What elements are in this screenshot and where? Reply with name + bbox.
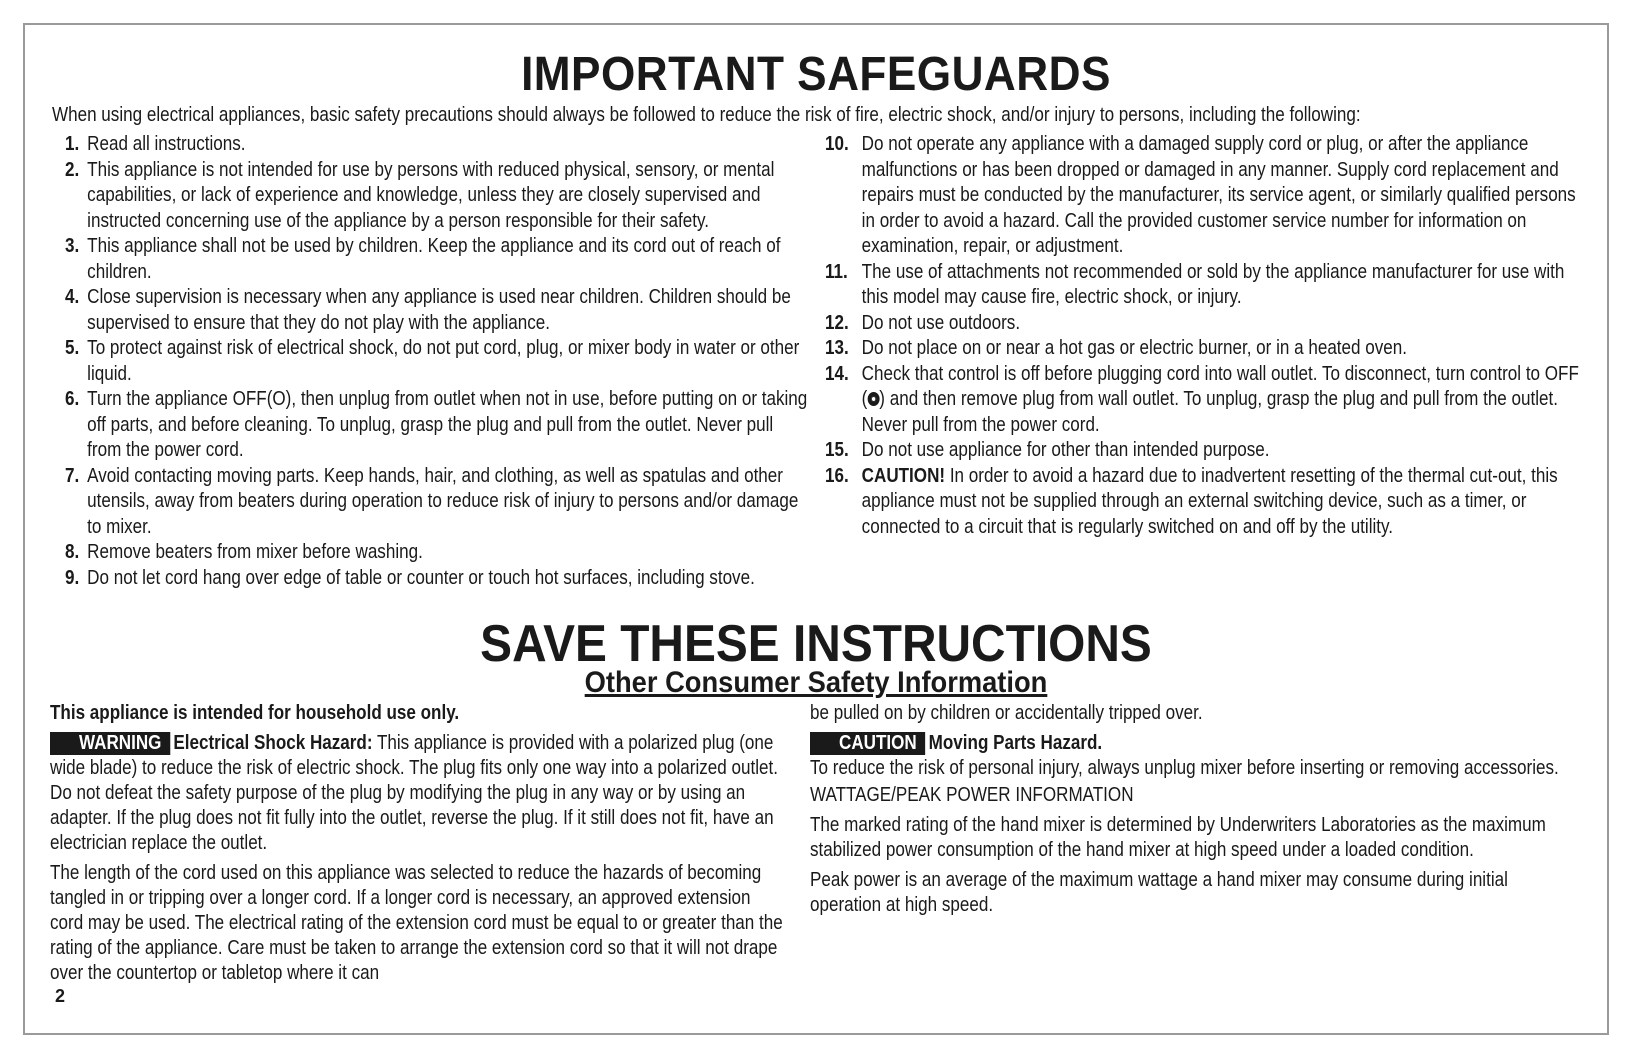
caution-text: To reduce the risk of personal injury, always unplug mixer before inserting or removing accessories. — [810, 757, 1559, 779]
safeguards-left-column — [65, 132, 808, 591]
save-instructions-title: SAVE THESE INSTRUCTIONS — [480, 615, 1152, 673]
item-number: 13. — [825, 337, 849, 359]
item-text: To protect against risk of electrical shock, do not put cord, plug, or mixer body in water or other liquid. — [87, 337, 800, 385]
safeguard-item — [825, 438, 1587, 464]
item-text: This appliance is not intended for use by persons with reduced physical, sensory, or mental capabilities, or lack of experience and knowledge, unless they are closely supervised and instructed concerning use of the appliance by a person responsible for their safety. — [87, 158, 775, 232]
item-text: Read all instructions. — [87, 133, 246, 155]
item-number: 7. — [65, 464, 80, 487]
safeguard-item — [65, 387, 808, 464]
item-text: Check that control is off before plugging cord into wall outlet. To disconnect, turn control to OFF ( — [861, 362, 1579, 410]
item-number: 3. — [65, 235, 80, 257]
safeguard-item — [825, 362, 1587, 439]
item-number: 4. — [65, 286, 80, 308]
caution-badge: CAUTION — [810, 732, 925, 755]
item-number: 11. — [825, 260, 848, 283]
warning-heading: Electrical Shock Hazard: — [173, 732, 373, 754]
warning-paragraph — [50, 731, 784, 856]
caution-paragraph — [810, 731, 1565, 756]
safeguards-right-column — [825, 132, 1587, 540]
safeguard-item — [825, 132, 1587, 260]
item-number: 6. — [65, 388, 80, 410]
safeguard-item — [65, 158, 808, 235]
item-text: Turn the appliance OFF(O), then unplug from outlet when not in use, before putting on or taking off parts, and before cleaning. To unplug, grasp the plug and pull from the outlet. Never pull from the power cord. — [87, 388, 808, 461]
intro-text: When using electrical appliances, basic safety precautions should always be followed to reduce the risk of fire, electric shock, and/or injury to persons, including the following: — [52, 104, 1361, 126]
item-number: 15. — [825, 439, 849, 461]
safeguard-item — [825, 336, 1587, 362]
power-off-icon — [867, 392, 879, 406]
item-text: ) and then remove plug from wall outlet. To unplug, grasp the plug and pull from the outlet. Never pull from the power cord. — [861, 388, 1559, 436]
item-number: 16. — [825, 464, 849, 487]
page-title: IMPORTANT SAFEGUARDS — [521, 48, 1111, 101]
consumer-right-column — [810, 701, 1565, 918]
item-number: 14. — [825, 362, 849, 385]
item-text: Avoid contacting moving parts. Keep hands, hair, and clothing, as well as spatulas and other utensils, away from beaters during operation to reduce risk of injury to persons and/or damage to mixer. — [87, 464, 799, 538]
cord-paragraph: The length of the cord used on this appliance was selected to reduce the hazards of becoming tangled in or tripping over a longer cord. If a longer cord is necessary, an approved extension cord may be used. The electrical rating of the extension cord must be equal to or greater than the rating of the appliance. Care must be taken to arrange the extension cord so that it will not drape over the countertop or tabletop where it can — [50, 862, 783, 984]
item-text: Remove beaters from mixer before washing. — [87, 541, 423, 563]
safeguard-item — [825, 260, 1587, 311]
item-text: In order to avoid a hazard due to inadvertent resetting of the thermal cut-out, this appliance must not be supplied through an external switching device, such as a timer, or connected to a circuit that is regularly switched on and off by the utility. — [861, 464, 1558, 538]
item-text: Do not use outdoors. — [861, 311, 1021, 334]
item-text: Do not operate any appliance with a damaged supply cord or plug, or after the appliance malfunctions or has been dropped or damaged in any manner. Supply cord replacement and repairs must be conducted by the manufacturer, its service agent, or similarly qualified persons in order to avoid a hazard. Call the provided customer service number for information on examination, repair, or adjustment. — [861, 133, 1576, 257]
safeguard-item — [825, 311, 1587, 337]
safeguard-item — [65, 464, 808, 541]
item-number: 12. — [825, 311, 849, 334]
wattage-text: The marked rating of the hand mixer is determined by Underwriters Laboratories as the maximum stabilized power consumption of the hand mixer at high speed under a loaded condition. — [810, 814, 1546, 861]
item-text: This appliance shall not be used by children. Keep the appliance and its cord out of reach of children. — [87, 235, 781, 283]
safeguard-item — [65, 540, 808, 566]
item-number: 1. — [65, 133, 80, 155]
item-number: 9. — [65, 566, 80, 589]
safeguard-item — [65, 234, 808, 285]
item-text: Do not place on or near a hot gas or electric burner, or in a heated oven. — [861, 337, 1407, 359]
item-number: 5. — [65, 337, 80, 359]
peak-power-text: Peak power is an average of the maximum wattage a hand mixer may consume during initial operation at high speed. — [810, 869, 1508, 916]
wattage-heading: WATTAGE/PEAK POWER INFORMATION — [810, 784, 1134, 806]
item-number: 8. — [65, 541, 80, 563]
page-number: 2 — [55, 986, 66, 1006]
item-number: 10. — [825, 133, 849, 155]
household-notice: This appliance is intended for household use only. — [50, 702, 460, 724]
warning-badge: WARNING — [50, 732, 170, 755]
item-number: 2. — [65, 158, 80, 181]
warning-text: This appliance is provided with a polarized plug (one wide blade) to reduce the risk of electric shock. The plug fits only one way into a polarized outlet. Do not defeat the safety purpose of the plug by modifying the plug in any way or by using an adapter. If the plug does not fit fully into the outlet, reverse the plug. If it still does not fit, have an electrician replace the outlet. — [50, 732, 778, 854]
consumer-safety-subtitle: Other Consumer Safety Information — [584, 666, 1048, 699]
safeguard-item — [65, 285, 808, 336]
safeguard-item — [65, 132, 808, 158]
consumer-left-column — [50, 701, 784, 986]
caution-label: CAUTION! — [861, 464, 946, 487]
item-text: Do not let cord hang over edge of table or counter or touch hot surfaces, including stove. — [87, 566, 755, 589]
item-text: Close supervision is necessary when any appliance is used near children. Children should be supervised to ensure that they do not play with the appliance. — [87, 286, 791, 334]
safeguard-item — [65, 336, 808, 387]
safeguard-item — [825, 464, 1587, 541]
item-text: Do not use appliance for other than intended purpose. — [861, 439, 1270, 461]
caution-heading: Moving Parts Hazard. — [928, 732, 1103, 754]
item-text: The use of attachments not recommended or sold by the appliance manufacturer for use with this model may cause fire, electric shock, or injury. — [861, 260, 1565, 308]
cord-paragraph-continued: be pulled on by children or accidentally tripped over. — [810, 702, 1203, 724]
manual-page — [23, 23, 1609, 1035]
safeguard-item — [65, 566, 808, 592]
